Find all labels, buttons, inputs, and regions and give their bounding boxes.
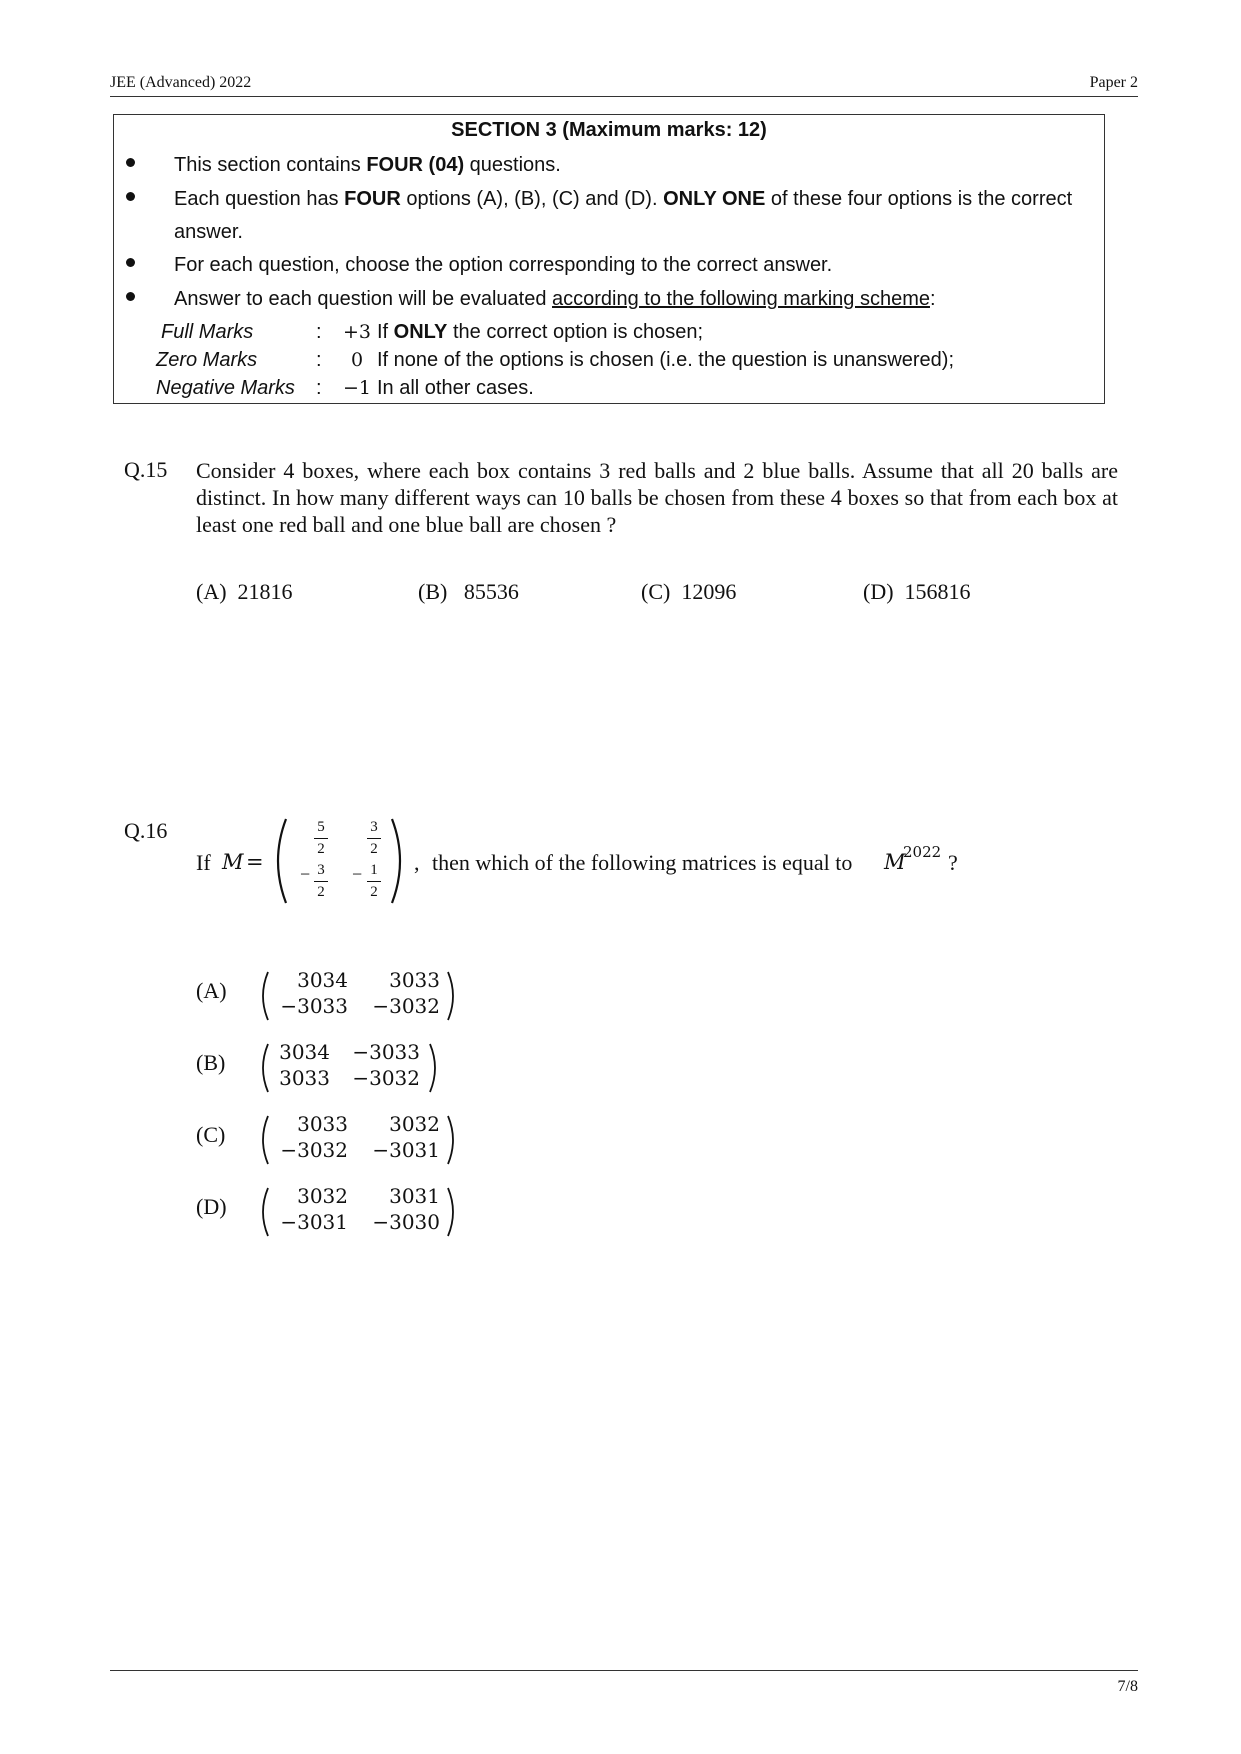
marking-desc: If none of the options is chosen (i.e. the question is unanswered); (377, 349, 955, 371)
matrix-m-a: 5 2 (314, 819, 328, 858)
matrix-cell: −3033 (352, 1040, 420, 1064)
question-text: Consider 4 boxes, where each box contains 3 red balls and 2 blue balls. Assume that all 20 balls are distinct. In how many different ways can 10 balls be chosen from these 4 boxes so that from each box at least one red ball and one blue ball are chosen ? (196, 458, 1118, 537)
matrix-m-b: 3 2 (367, 819, 381, 858)
matrix-m-parens (270, 815, 410, 907)
matrix-m-d-sign: − (352, 864, 363, 884)
option-b: (B) 85536 (418, 579, 519, 604)
matrix-cell: 3032 (297, 1184, 348, 1208)
matrix-cell: −3030 (372, 1210, 440, 1234)
option-c: (C) 12096 (641, 579, 737, 604)
matrix-cell: 3033 (279, 1066, 330, 1090)
matrix-cell: 3033 (389, 968, 440, 992)
matrix-m-d: 1 2 (367, 862, 381, 901)
instruction-text: Answer to each question will be evaluated according to the following marking scheme: (174, 288, 936, 310)
question-number: Q.16 (124, 818, 168, 843)
option-a: (A) 21816 (196, 579, 293, 604)
page-number: 7/8 (1117, 1678, 1138, 1695)
matrix-m-c: 3 2 (314, 862, 328, 901)
page-header (110, 74, 1138, 97)
bullet-dot (126, 192, 135, 201)
section-instructions-box (113, 114, 1105, 404)
matrix-cell: −3033 (280, 994, 348, 1018)
question-number: Q.15 (124, 457, 168, 482)
marking-row-full: Full Marks : +3 If ONLY the correct option is chosen; (161, 321, 704, 343)
option-d: (D) 156816 (863, 579, 971, 604)
paper-label: Paper 2 (1089, 74, 1138, 91)
matrix-cell: 3034 (297, 968, 348, 992)
matrix-m-c-sign: − (300, 864, 311, 884)
matrix-cell: −3032 (372, 994, 440, 1018)
option-label: (A) (196, 978, 227, 1003)
exam-title: JEE (Advanced) 2022 (110, 74, 252, 91)
matrix-cell: 3034 (279, 1040, 330, 1064)
matrix-cell: −3032 (352, 1066, 420, 1090)
matrix-cell: 3033 (297, 1112, 348, 1136)
marking-value: 0 (350, 349, 364, 371)
marking-value: −1 (342, 377, 371, 399)
bullet-dot (126, 158, 135, 167)
option-label: (B) (196, 1050, 226, 1075)
matrix-cell: −3031 (280, 1210, 348, 1234)
option-label: (D) (196, 1194, 227, 1219)
footer-rule (110, 1670, 1138, 1671)
question-text: then which of the following matrices is equal to (432, 850, 853, 875)
bullet-dot (126, 258, 135, 267)
marking-desc: If ONLY the correct option is chosen; (377, 321, 704, 343)
marking-row-negative: Negative Marks : −1 In all other cases. (156, 377, 534, 399)
marking-value: +3 (342, 321, 371, 343)
matrix-cell: 3031 (389, 1184, 440, 1208)
option-label: (C) (196, 1122, 226, 1147)
matrix-cell: 3032 (389, 1112, 440, 1136)
instruction-text: For each question, choose the option corresponding to the correct answer. (174, 254, 833, 276)
bullet-dot (126, 292, 135, 301)
marking-label: Zero Marks (156, 349, 258, 371)
matrix-cell: −3032 (280, 1138, 348, 1162)
matrix-cell: −3031 (372, 1138, 440, 1162)
marking-label: Full Marks (161, 321, 254, 343)
section-title: SECTION 3 (Maximum marks: 12) (451, 119, 767, 141)
marking-desc: In all other cases. (377, 377, 534, 399)
instruction-text: This section contains FOUR (04) questions. (174, 154, 561, 176)
instruction-text: Each question has FOUR options (A), (B), (C) and (D). ONLY ONE of these four options is the correct answer. (174, 188, 1073, 243)
marking-label: Negative Marks (156, 377, 295, 399)
marking-row-zero: Zero Marks : 0 If none of the options is chosen (i.e. the question is unanswered); (156, 349, 955, 371)
